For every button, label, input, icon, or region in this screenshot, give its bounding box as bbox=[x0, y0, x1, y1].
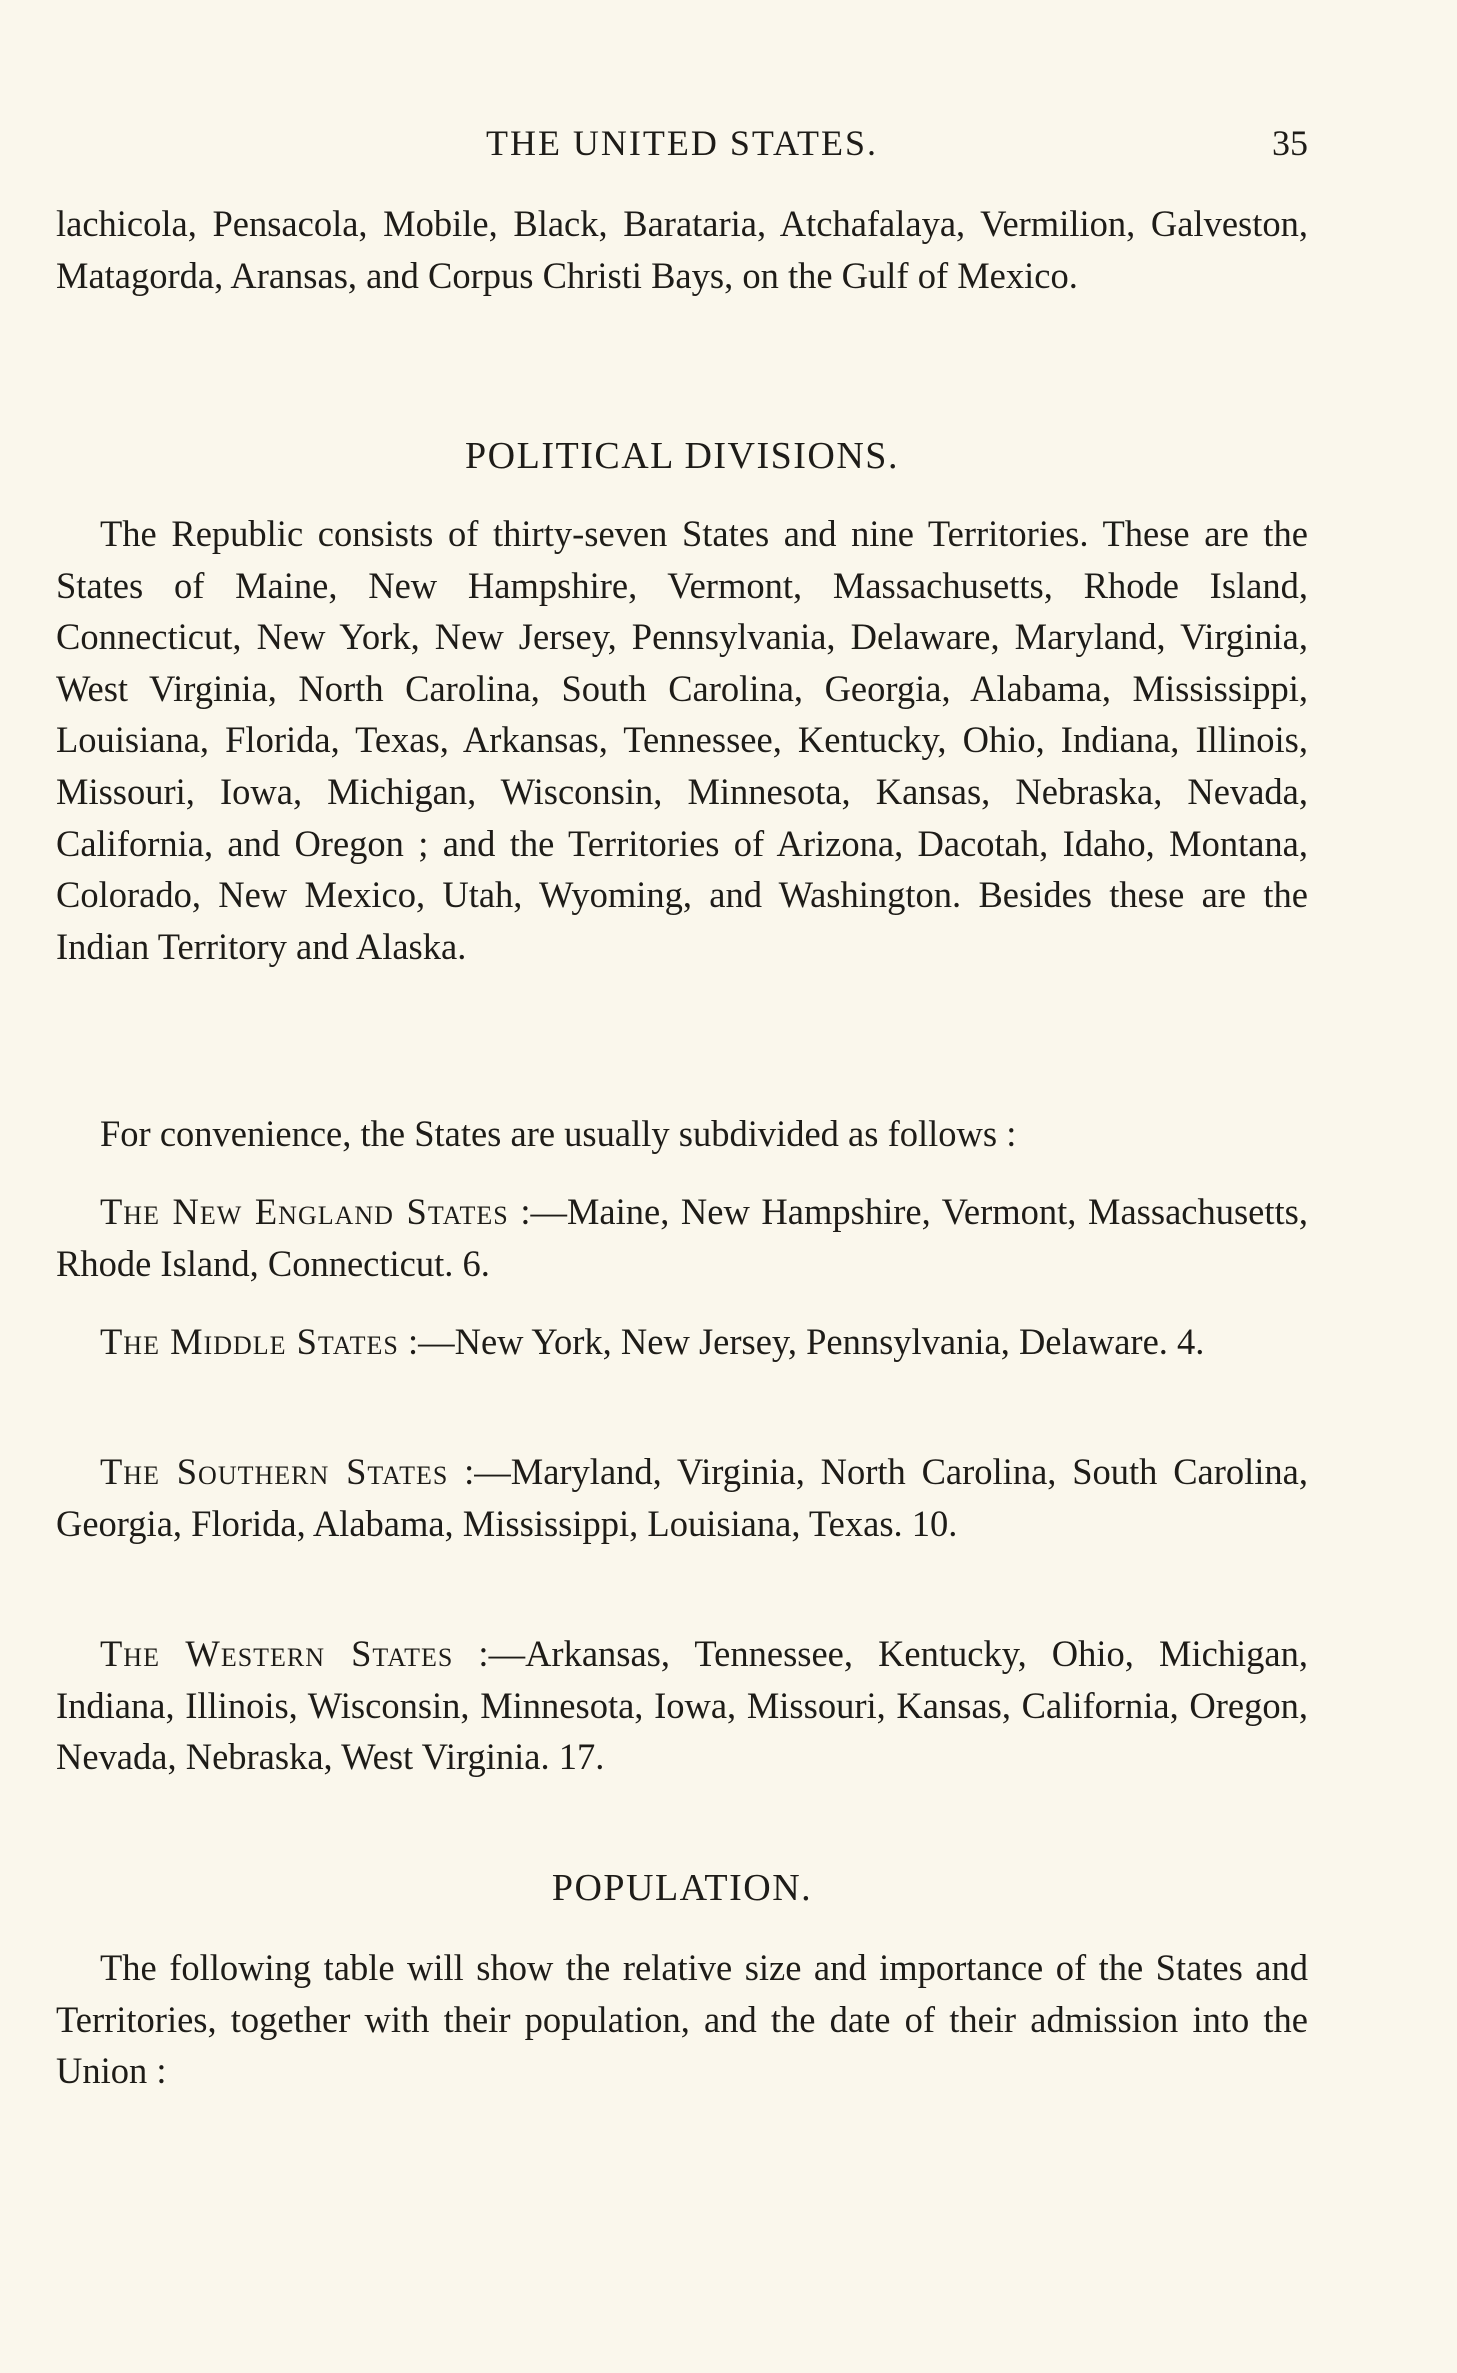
group-paragraph bbox=[56, 1446, 1308, 1549]
group-western bbox=[56, 1628, 1308, 1783]
convenience-paragraph: For convenience, the States are usually subdivided as follows : bbox=[100, 1113, 1017, 1154]
group-label: The Middle States bbox=[100, 1321, 399, 1362]
population-heading: POPULATION. bbox=[551, 1867, 813, 1909]
political-divisions-paragraph: The Republic consists of thirty-seven States and nine Territories. These are the States of Maine, New Hampshire, Vermont, Massachusetts, Rhode Island, Connecticut, New York, New Jersey, Pennsylvania, Delaware, Maryland, Virginia, West Virginia, North Carolina, South Carolina, Georgia, Alabama, Mississippi, Louisiana, Florida, Texas, Arkansas, Tennessee, Kentucky, Ohio, Indiana, Illinois, Missouri, Iowa, Michigan, Wisconsin, Minnesota, Kansas, Nebraska, Nevada, California, and Oregon ; and the Territories of Arizona, Dacotah, Idaho, Montana, Colorado, New Mexico, Utah, Wyoming, and Washington. Besides these are the Indian Territory and Alaska. bbox=[56, 513, 1308, 967]
group-label: The Western States bbox=[100, 1633, 454, 1674]
political-divisions-section bbox=[56, 430, 1308, 482]
political-divisions-body bbox=[56, 508, 1308, 972]
group-label: The Southern States bbox=[100, 1451, 449, 1492]
group-paragraph bbox=[56, 1628, 1308, 1783]
population-paragraph: The following table will show the relative size and importance of the States and Territories, together with their population, and the date of their admission into the Union : bbox=[56, 1947, 1308, 2092]
group-text: :—New York, New Jersey, Pennsylvania, Delaware. 4. bbox=[407, 1321, 1205, 1362]
population-body bbox=[56, 1942, 1308, 2097]
group-text: :—Maryland, Virginia, North Carolina, South Carolina, Georgia, Florida, Alabama, Mississippi, Louisiana, Texas. 10. bbox=[56, 1451, 1309, 1544]
group-southern bbox=[56, 1446, 1308, 1549]
intro-section bbox=[56, 198, 1308, 301]
convenience-section bbox=[56, 1108, 1308, 1160]
page-number: 35 bbox=[1272, 123, 1308, 163]
group-text: :—Arkansas, Tennessee, Kentucky, Ohio, Michigan, Indiana, Illinois, Wisconsin, Minnesota, Iowa, Missouri, Kansas, California, Oregon, Nevada, Nebraska, West Virginia. 17. bbox=[56, 1633, 1309, 1778]
group-text: :—Maine, New Hampshire, Vermont, Massachusetts, Rhode Island, Connecticut. 6. bbox=[56, 1191, 1308, 1284]
group-label: The New England States bbox=[100, 1191, 509, 1232]
group-middle bbox=[56, 1316, 1308, 1368]
group-new-england bbox=[56, 1186, 1308, 1289]
group-paragraph bbox=[56, 1186, 1308, 1289]
intro-paragraph: lachicola, Pensacola, Mobile, Black, Barataria, Atchafalaya, Vermilion, Galveston, Matagorda, Aransas, and Corpus Christi Bays, on the Gulf of Mexico. bbox=[56, 203, 1308, 296]
running-head bbox=[56, 122, 1308, 172]
running-title: THE UNITED STATES. bbox=[485, 123, 879, 163]
group-paragraph bbox=[56, 1316, 1308, 1368]
population-section bbox=[56, 1862, 1308, 1914]
political-divisions-heading: POLITICAL DIVISIONS. bbox=[465, 435, 899, 477]
